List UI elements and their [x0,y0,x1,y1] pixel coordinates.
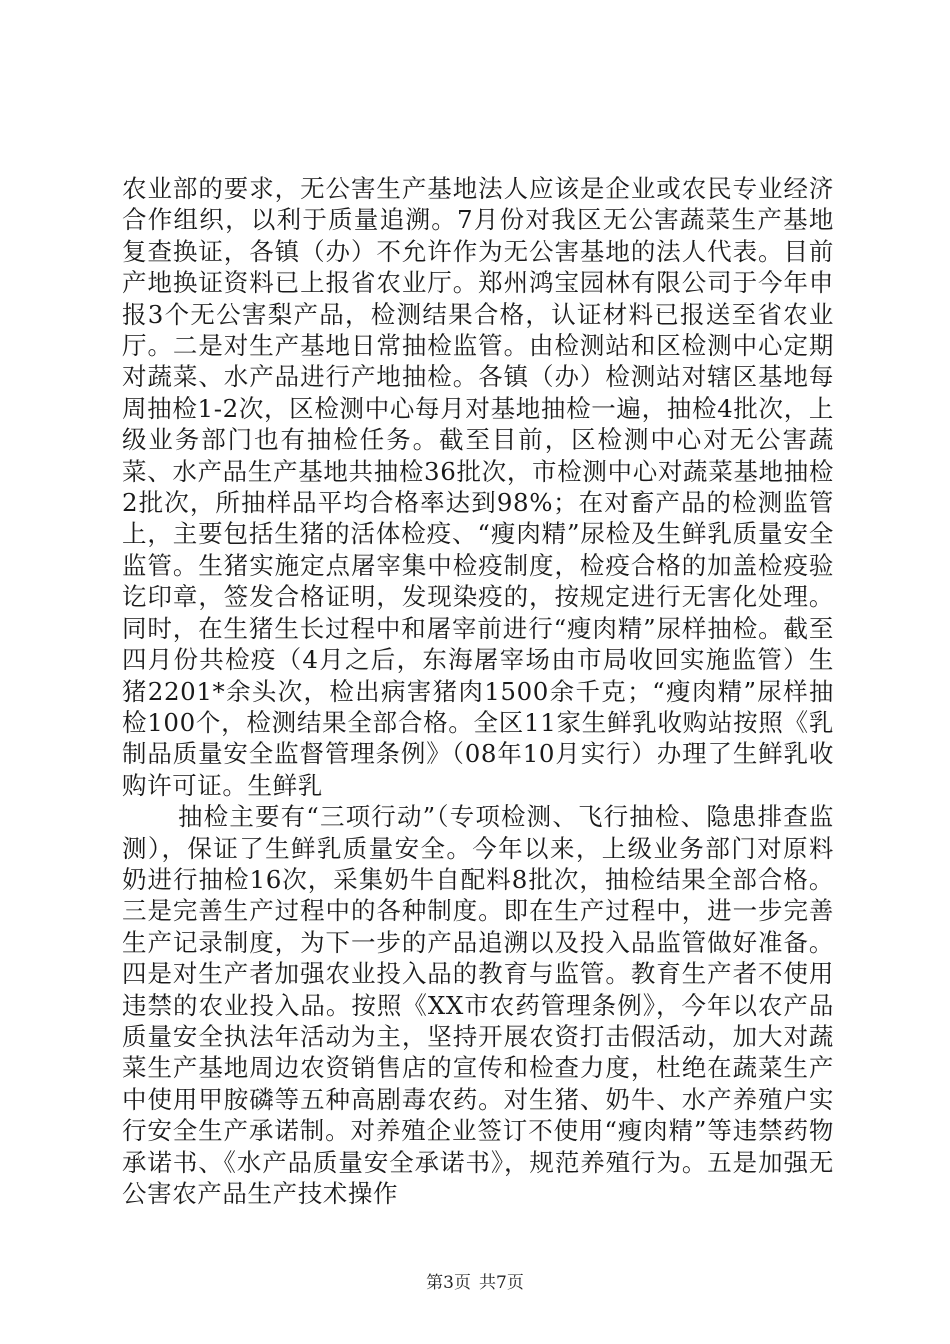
document-body [122,173,834,1209]
paragraph-1: 农业部的要求，无公害生产基地法人应该是企业或农民专业经济合作组织，以利于质量追溯。7月份对我区无公害蔬菜生产基地复查换证，各镇（办）不允许作为无公害基地的法人代表。目前产地换证资料已上报省农业厅。郑州鸿宝园林有限公司于今年申报3个无公害梨产品，检测结果合格，认证材料已报送至省农业厅。二是对生产基地日常抽检监管。由检测站和区检测中心定期对蔬菜、水产品进行产地抽检。各镇（办）检测站对辖区基地每周抽检1-2次，区检测中心每月对基地抽检一遍，抽检4批次，上级业务部门也有抽检任务。截至目前，区检测中心对无公害蔬菜、水产品生产基地共抽检36批次，市检测中心对蔬菜基地抽检2批次，所抽样品平均合格率达到98%；在对畜产品的检测监管上，主要包括生猪的活体检疫、“瘦肉精”尿检及生鲜乳质量安全监管。生猪实施定点屠宰集中检疫制度，检疫合格的加盖检疫验讫印章，签发合格证明，发现染疫的，按规定进行无害化处理。同时，在生猪生长过程中和屠宰前进行“瘦肉精”尿样抽检。截至四月份共检疫（4月之后，东海屠宰场由市局收回实施监管）生猪2201*余头次，检出病害猪肉1500余千克；“瘦肉精”尿样抽检100个，检测结果全部合格。全区11家生鲜乳收购站按照《乳制品质量安全监督管理条例》（08年10月实行）办理了生鲜乳收购许可证。生鲜乳 [122,174,834,800]
paragraph-2: 抽检主要有“三项行动”（专项检测、飞行抽检、隐患排查监测），保证了生鲜乳质量安全。今年以来，上级业务部门对原料奶进行抽检16次，采集奶牛自配料8批次，抽检结果全部合格。三是完善生产过程中的各种制度。即在生产过程中，进一步完善生产记录制度，为下一步的产品追溯以及投入品监管做好准备。四是对生产者加强农业投入品的教育与监管。教育生产者不使用违禁的农业投入品。按照《XX市农药管理条例》，今年以农产品质量安全执法年活动为主，坚持开展农资打击假活动，加大对蔬菜生产基地周边农资销售店的宣传和检查力度，杜绝在蔬菜生产中使用甲胺磷等五种高剧毒农药。对生猪、奶牛、水产养殖户实行安全生产承诺制。对养殖企业签订不使用“瘦肉精”等违禁药物承诺书、《水产品质量安全承诺书》，规范养殖行为。五是加强无公害农产品生产技术操作 [122,802,834,1208]
page-total: 共7页 [479,1273,524,1293]
page-footer [0,1273,950,1293]
page-number: 第3页 [426,1273,471,1293]
